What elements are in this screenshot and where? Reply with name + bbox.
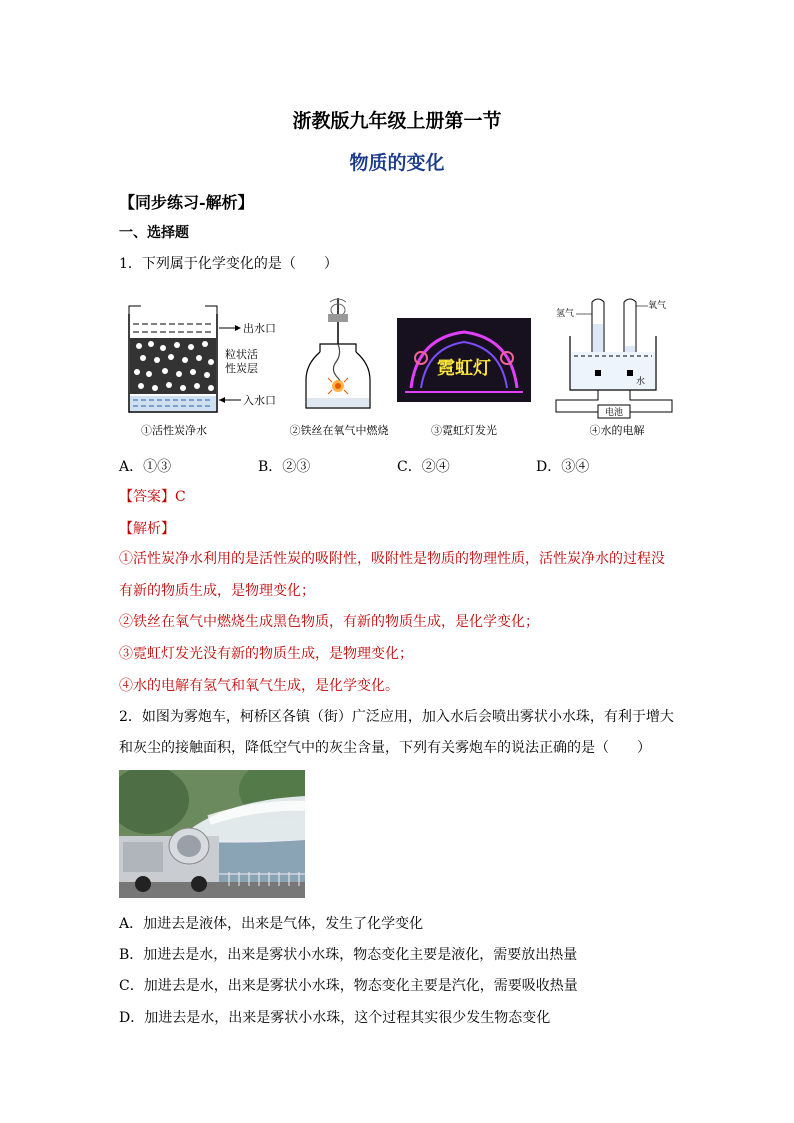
- q1-analysis-line: ④水的电解有氢气和氧气生成，是化学变化。: [119, 678, 399, 694]
- figure-neon-light: [397, 318, 531, 440]
- q1-option-b[interactable]: B．②③: [258, 459, 311, 475]
- figure-water-electrolysis: [552, 294, 682, 440]
- iron-burning-diagram: [280, 294, 395, 420]
- neon-sign-text: 霓虹灯: [437, 358, 491, 379]
- q1-analysis-line: 有新的物质生成，是物理变化；: [119, 583, 315, 599]
- inlet-label: 入水口: [243, 394, 276, 407]
- battery-label: 电池: [604, 408, 624, 418]
- q2-option-d[interactable]: D．加进去是水，出来是雾状小水珠，这个过程其实很少发生物态变化: [119, 1010, 551, 1026]
- carbon-filter-diagram: [119, 300, 279, 420]
- figure-4-caption: ④水的电解: [589, 424, 645, 437]
- q1-analysis-line: ②铁丝在氧气中燃烧生成黑色物质，有新的物质生成，是化学变化；: [119, 614, 539, 630]
- section-heading: 【同步练习-解析】: [119, 193, 254, 212]
- oxygen-label: 氧气: [648, 301, 667, 311]
- fog-cannon-image: [119, 770, 305, 898]
- question-2-stem-line1: 2．如图为雾炮车，柯桥区各镇（街）广泛应用，加入水后会喷出雾状小水珠，有利于增大: [119, 709, 674, 725]
- figure-carbon-filter: [119, 300, 279, 440]
- q2-option-b[interactable]: B．加进去是水，出来是雾状小水珠，物态变化主要是液化，需要放出热量: [119, 947, 578, 963]
- q2-option-a[interactable]: A．加进去是液体，出来是气体，发生了化学变化: [119, 916, 424, 932]
- q1-option-d[interactable]: D．③④: [536, 459, 590, 475]
- q1-option-c[interactable]: C．②④: [397, 459, 450, 475]
- question-2-stem-line2: 和灰尘的接触面积，降低空气中的灰尘含量，下列有关雾炮车的说法正确的是（ ）: [119, 740, 651, 756]
- q1-answer: 【答案】C: [119, 489, 186, 505]
- q1-analysis-line: ③霓虹灯发光没有新的物质生成，是物理变化；: [119, 646, 413, 662]
- neon-sign-photo: [397, 318, 531, 402]
- carbon-layer-label-2: 性炭层: [225, 362, 258, 375]
- q1-option-a[interactable]: A．①③: [119, 459, 172, 475]
- carbon-layer-label-1: 粒状活: [225, 348, 258, 361]
- q1-analysis-heading: 【解析】: [119, 521, 175, 537]
- figure-1-caption: ①活性炭净水: [141, 424, 207, 437]
- figure-3-caption: ③霓虹灯发光: [431, 424, 497, 437]
- figure-2-caption: ②铁丝在氧气中燃烧: [289, 424, 389, 437]
- q1-analysis-line: ①活性炭净水利用的是活性炭的吸附性，吸附性是物质的物理性质，活性炭净水的过程没: [119, 551, 665, 567]
- question-1-stem: 1．下列属于化学变化的是（ ）: [119, 256, 338, 272]
- q2-option-c[interactable]: C．加进去是水，出来是雾状小水珠，物态变化主要是汽化，需要吸收热量: [119, 978, 578, 994]
- electrolysis-diagram: [552, 294, 682, 420]
- fog-cannon-photo: [119, 770, 305, 898]
- hydrogen-label: 氢气: [556, 309, 575, 319]
- figure-iron-burning: [280, 294, 395, 440]
- outlet-label: 出水口: [243, 322, 276, 335]
- part-heading: 一、选择题: [119, 225, 189, 241]
- page-title: 浙教版九年级上册第一节: [292, 110, 502, 132]
- water-label: 水: [636, 377, 646, 387]
- page-subtitle: 物质的变化: [349, 152, 445, 174]
